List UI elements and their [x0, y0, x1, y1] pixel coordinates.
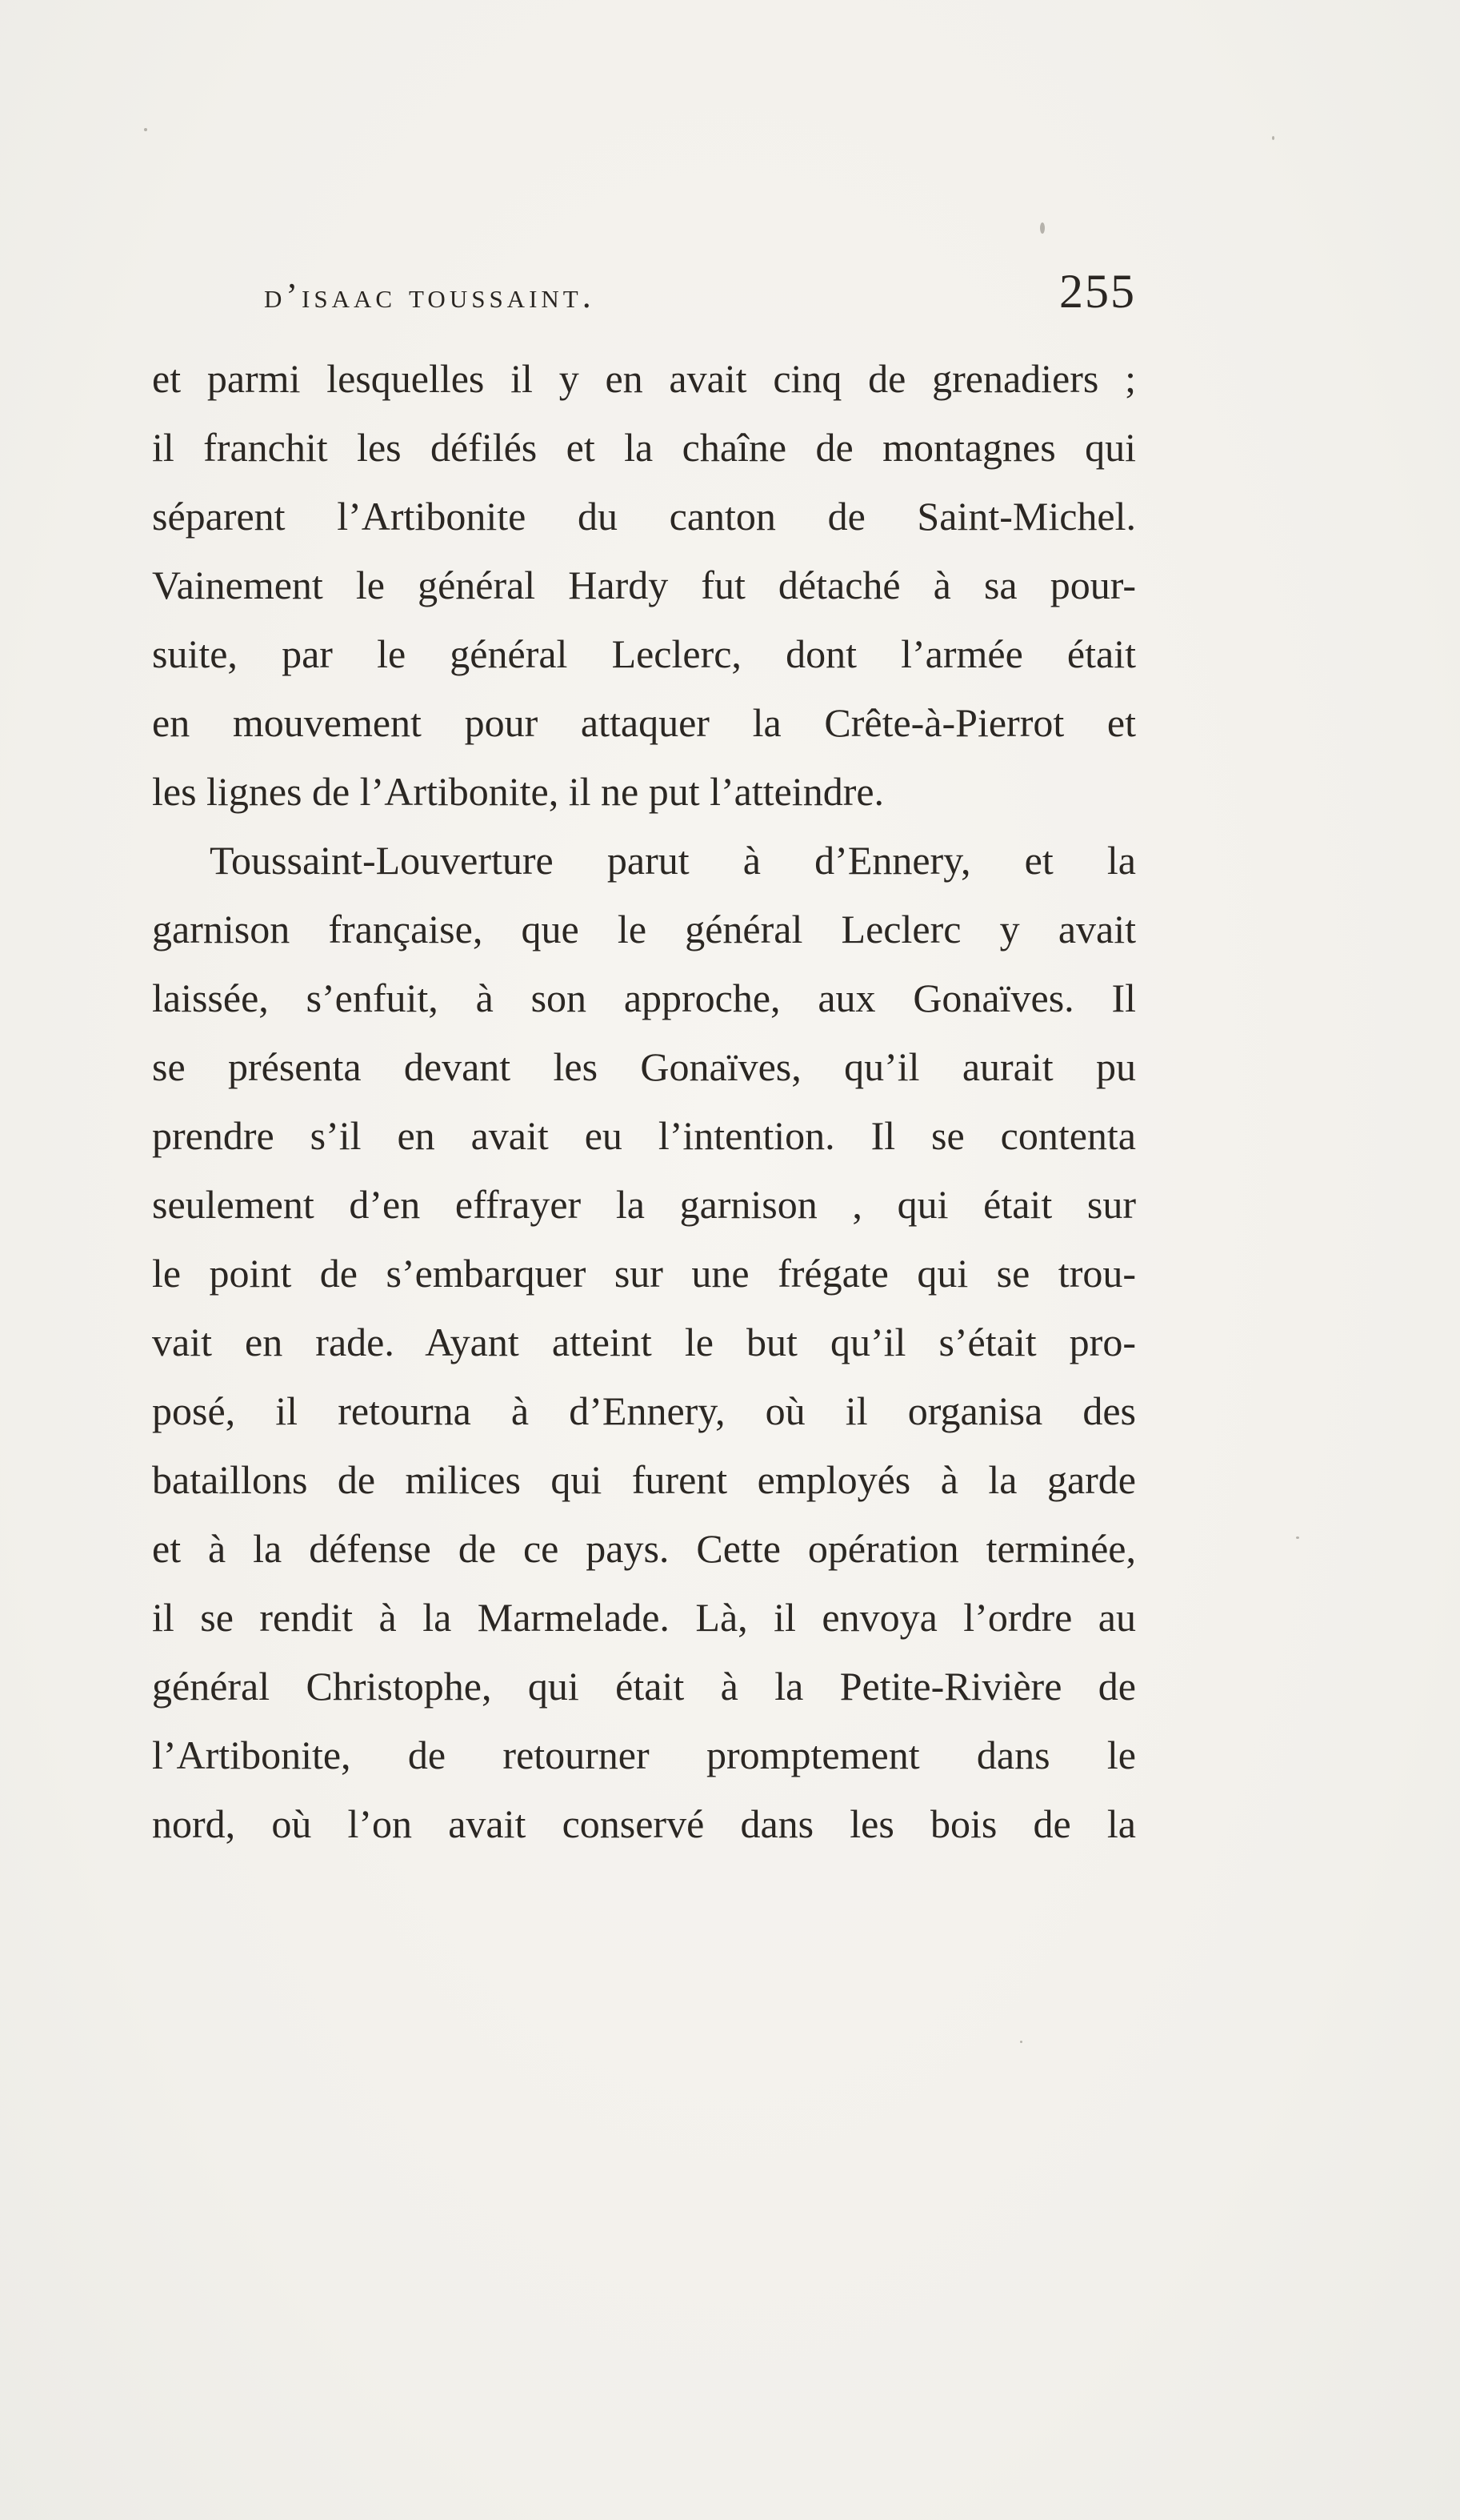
- text-line: Vainement le général Hardy fut détaché à sa pour-: [152, 563, 1136, 607]
- text-line: Toussaint-Louverture parut à d’Ennery, et la: [210, 838, 1136, 883]
- running-title: d’isaac toussaint.: [264, 276, 595, 315]
- text-line: se présenta devant les Gonaïves, qu’il aurait pu: [152, 1044, 1136, 1089]
- body-text: [152, 344, 1136, 1858]
- page-number: 255: [1059, 265, 1136, 318]
- text-line: garnison française, que le général Leclerc y avait: [152, 907, 1136, 952]
- text-line: posé, il retourna à d’Ennery, où il organisa des: [152, 1388, 1136, 1433]
- paper-speck: [1020, 2041, 1022, 2043]
- paper-speck: [1296, 1536, 1299, 1539]
- paper-speck: [1040, 222, 1045, 234]
- text-line: bataillons de milices qui furent employés à la garde: [152, 1457, 1136, 1502]
- text-line: prendre s’il en avait eu l’intention. Il se contenta: [152, 1113, 1136, 1158]
- paper-speck: [144, 128, 147, 131]
- text-line: suite, par le général Leclerc, dont l’armée était: [152, 631, 1136, 676]
- text-line: en mouvement pour attaquer la Crête-à-Pierrot et: [152, 700, 1136, 745]
- text-line: il franchit les défilés et la chaîne de montagnes qui: [152, 425, 1136, 470]
- text-line: les lignes de l’Artibonite, il ne put l’atteindre.: [152, 769, 885, 814]
- text-line: le point de s’embarquer sur une frégate qui se trou-: [152, 1251, 1136, 1296]
- text-line: vait en rade. Ayant atteint le but qu’il s’était pro-: [152, 1320, 1136, 1364]
- text-line: laissée, s’enfuit, à son approche, aux Gonaïves. Il: [152, 976, 1136, 1020]
- text-line: séparent l’Artibonite du canton de Saint-Michel.: [152, 494, 1136, 539]
- text-line: l’Artibonite, de retourner promptement dans le: [152, 1733, 1136, 1777]
- text-line: et à la défense de ce pays. Cette opération terminée,: [152, 1526, 1136, 1571]
- text-line: nord, où l’on avait conservé dans les bois de la: [152, 1801, 1136, 1846]
- paper-speck: [1272, 136, 1274, 140]
- running-head: [136, 264, 1136, 320]
- text-line: seulement d’en effrayer la garnison , qui était sur: [152, 1182, 1136, 1227]
- text-line: et parmi lesquelles il y en avait cinq de grenadiers ;: [152, 356, 1136, 401]
- text-line: il se rendit à la Marmelade. Là, il envoya l’ordre au: [152, 1595, 1136, 1640]
- text-line: général Christophe, qui était à la Petite-Rivière de: [152, 1664, 1136, 1709]
